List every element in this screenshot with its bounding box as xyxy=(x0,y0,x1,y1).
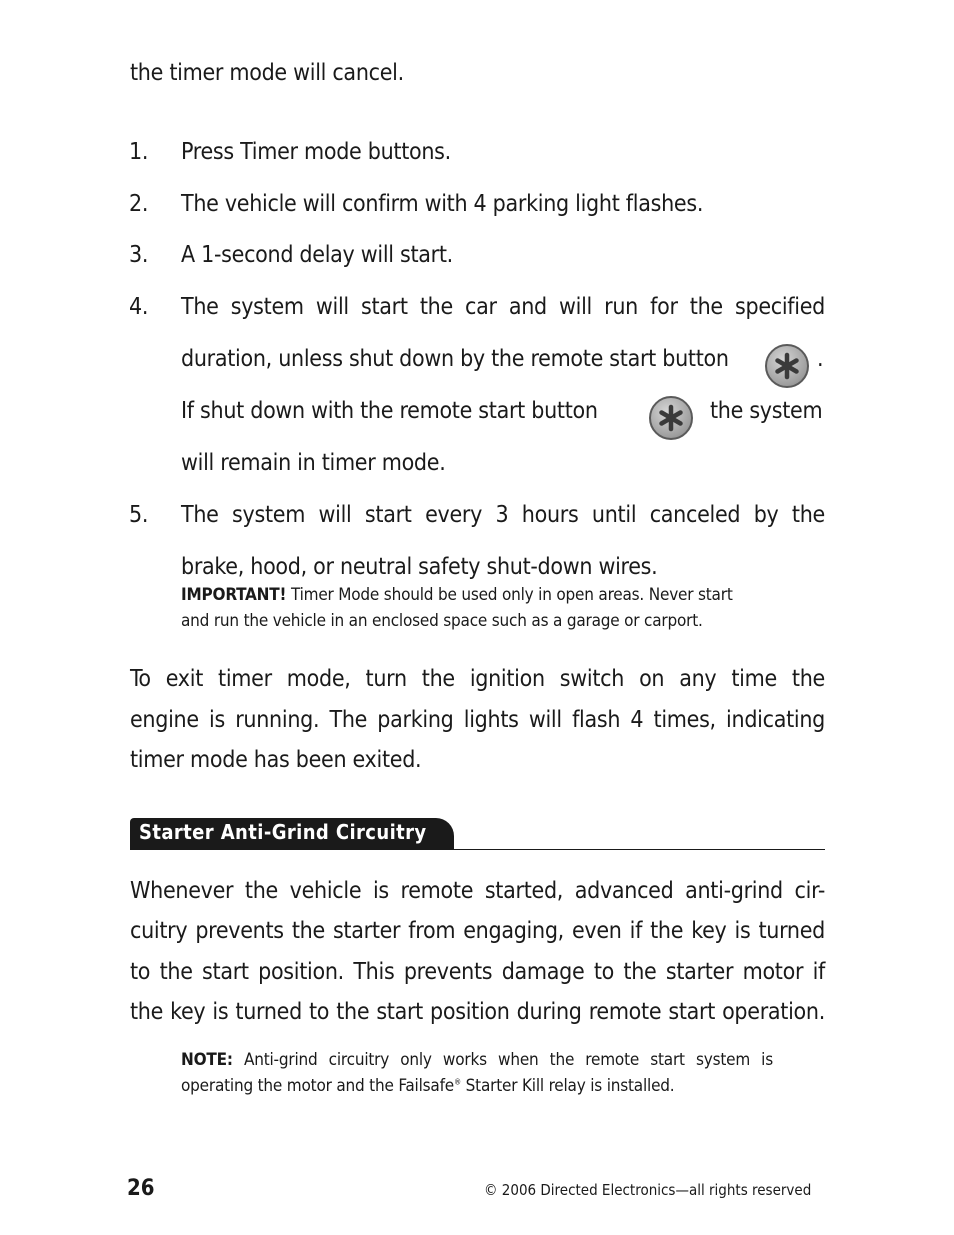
asterisk-button-icon xyxy=(649,396,693,440)
important-text: and run the vehicle in an enclosed space such as a garage or carport. xyxy=(181,611,703,631)
paragraph-line: the key is turned to the start position during remote start operation. xyxy=(130,999,825,1025)
note-label: NOTE: xyxy=(181,1050,233,1070)
important-note xyxy=(181,585,733,605)
registered-mark: ® xyxy=(453,1077,461,1087)
step-text: If shut down with the remote start button xyxy=(181,398,598,424)
step-text: A 1-second delay will start. xyxy=(181,242,453,268)
step-text: The system will start every 3 hours until canceled by the xyxy=(181,502,825,528)
paragraph-line: engine is running. The parking lights will flash 4 times, indicating xyxy=(130,707,825,733)
note-text: Starter Kill relay is installed. xyxy=(460,1076,675,1096)
step-text: brake, hood, or neutral safety shut-down wires. xyxy=(181,554,658,580)
copyright: © 2006 Directed Electronics—all rights reserved xyxy=(484,1181,812,1199)
step-number: 2. xyxy=(129,191,149,217)
paragraph-line: To exit timer mode, turn the ignition switch on any time the xyxy=(130,666,825,692)
asterisk-button-icon xyxy=(765,344,809,388)
paragraph-line: to the start position. This prevents damage to the starter motor if xyxy=(130,959,825,985)
important-label: IMPORTANT! xyxy=(181,585,287,605)
step-text: The system will start the car and will run for the specified xyxy=(181,294,825,320)
section-heading: Starter Anti-Grind Circuitry xyxy=(130,818,454,850)
intro-line: the timer mode will cancel. xyxy=(130,60,404,86)
note-text: Anti-grind circuitry only works when the remote start system is xyxy=(243,1050,774,1070)
step-text: duration, unless shut down by the remote start button xyxy=(181,346,729,372)
note-text: operating the motor and the Failsafe xyxy=(181,1076,454,1096)
asterisk-glyph xyxy=(657,404,685,432)
asterisk-glyph xyxy=(773,352,801,380)
step-text: will remain in timer mode. xyxy=(181,450,446,476)
paragraph-line: Whenever the vehicle is remote started, advanced anti-grind cir- xyxy=(130,878,825,904)
step-number: 3. xyxy=(129,242,149,268)
step-text: The vehicle will confirm with 4 parking light flashes. xyxy=(181,191,704,217)
page-number: 26 xyxy=(127,1176,155,1201)
section-divider xyxy=(130,849,825,850)
note xyxy=(181,1050,773,1070)
step-number: 4. xyxy=(129,294,149,320)
important-text: Timer Mode should be used only in open areas. Never start xyxy=(290,585,733,605)
step-text: Press Timer mode buttons. xyxy=(181,139,451,165)
paragraph-line: cuitry prevents the starter from engaging, even if the key is turned xyxy=(130,918,825,944)
paragraph-line: timer mode has been exited. xyxy=(130,747,422,773)
step-number: 5. xyxy=(129,502,149,528)
step-text: the system xyxy=(710,398,823,424)
step-number: 1. xyxy=(129,139,149,165)
note-text-line2 xyxy=(181,1076,674,1096)
step-text: . xyxy=(817,346,824,372)
